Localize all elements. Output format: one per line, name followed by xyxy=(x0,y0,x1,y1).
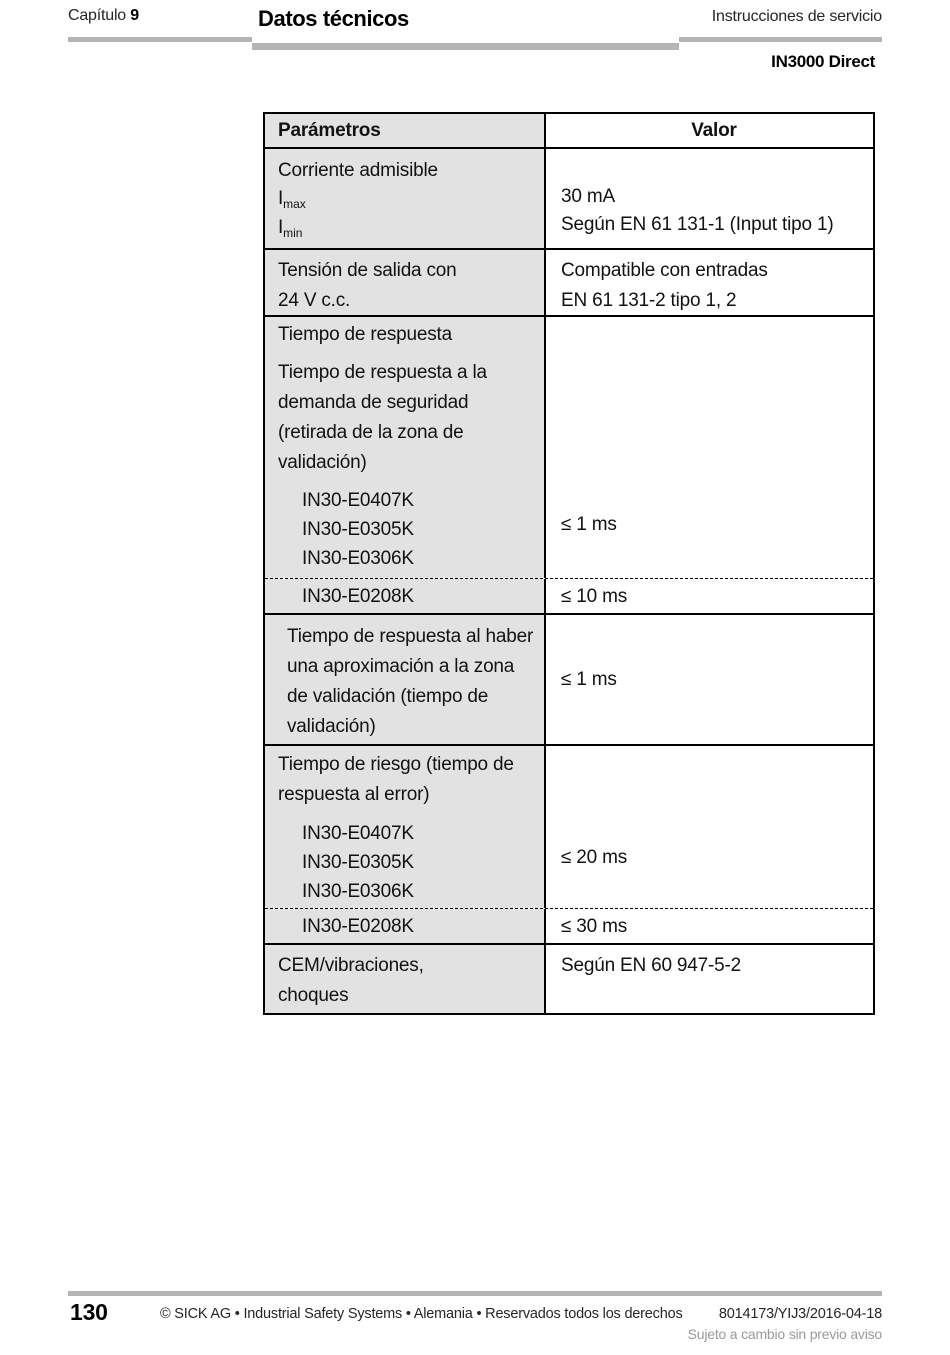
value-validacion: ≤ 1 ms xyxy=(561,668,617,690)
param-cell xyxy=(265,945,546,1013)
value-cell xyxy=(546,909,873,943)
param-cell xyxy=(265,615,546,744)
value-i-max: 30 mA xyxy=(561,186,615,207)
technical-data-table xyxy=(263,112,875,1015)
value-tension-line2: EN 61 131-2 tipo 1, 2 xyxy=(561,290,737,311)
header-rule-right xyxy=(679,37,882,42)
copyright-line: © SICK AG • Industrial Safety Systems • Alemania • Reservados todos los derechos xyxy=(160,1306,683,1322)
value-cell xyxy=(546,149,873,248)
table-subrow-e0208k-riesgo xyxy=(265,908,873,943)
param-tension-line2: 24 V c.c. xyxy=(278,290,351,311)
table-row-tiempo-riesgo xyxy=(265,744,873,908)
param-cell xyxy=(265,149,546,248)
value-respuesta-models: ≤ 1 ms xyxy=(561,514,617,535)
model-item: IN30-E0407K xyxy=(302,823,414,844)
table-subrow-e0208k-respuesta xyxy=(265,578,873,613)
i-max-subscript: max xyxy=(283,197,306,211)
table-row-tension-salida xyxy=(265,248,873,315)
table-row-cem xyxy=(265,943,873,1013)
manual-type-label: Instrucciones de servicio xyxy=(711,8,882,25)
model-item: IN30-E0208K xyxy=(302,586,414,607)
value-cell xyxy=(546,250,873,315)
table-row-tiempo-respuesta xyxy=(265,315,873,578)
param-i-max xyxy=(278,185,538,214)
table-row-corriente-admisible xyxy=(265,147,873,248)
param-cell xyxy=(265,909,546,943)
param-cem-line1: CEM/vibraciones, xyxy=(278,955,424,976)
change-notice: Sujeto a cambio sin previo aviso xyxy=(687,1326,882,1342)
header-rule-title xyxy=(252,43,679,50)
param-respuesta-title: Tiempo de respuesta xyxy=(278,324,452,345)
column-header-valor: Valor xyxy=(691,119,737,141)
param-cell xyxy=(265,250,546,315)
param-corriente-title: Corriente admisible xyxy=(278,160,438,181)
chapter-number: 9 xyxy=(130,7,139,24)
value-cem: Según EN 60 947-5-2 xyxy=(561,955,741,976)
column-header-parametros: Parámetros xyxy=(265,114,546,147)
value-cell xyxy=(546,746,873,908)
model-item: IN30-E0305K xyxy=(302,519,414,540)
value-e0208k-respuesta: ≤ 10 ms xyxy=(561,586,628,607)
product-name: IN3000 Direct xyxy=(771,52,875,71)
model-item: IN30-E0305K xyxy=(302,852,414,873)
param-respuesta-desc: Tiempo de respuesta a la demanda de seguridad (retirada de la zona de validación) xyxy=(278,362,487,473)
param-riesgo-desc: Tiempo de riesgo (tiempo de respuesta al error) xyxy=(278,754,514,805)
document-id: 8014173/YIJ3/2016-04-18 xyxy=(718,1306,882,1322)
footer-rule xyxy=(68,1291,882,1296)
value-e0208k-riesgo: ≤ 30 ms xyxy=(561,916,628,937)
page-number: 130 xyxy=(70,1299,108,1325)
param-i-min xyxy=(278,214,538,243)
param-cem-line2: choques xyxy=(278,985,349,1006)
page-title: Datos técnicos xyxy=(258,6,409,31)
value-cell xyxy=(546,579,873,613)
i-min-base: I xyxy=(278,217,284,238)
value-riesgo-models: ≤ 20 ms xyxy=(561,847,628,868)
header-rule-left xyxy=(68,37,252,42)
model-item: IN30-E0208K xyxy=(302,916,414,937)
model-item: IN30-E0306K xyxy=(302,881,414,902)
i-max-base: I xyxy=(278,188,284,209)
i-min-subscript: min xyxy=(283,226,303,240)
value-i-min: Según EN 61 131-1 (Input tipo 1) xyxy=(561,214,834,235)
value-tension-line1: Compatible con entradas xyxy=(561,260,768,281)
param-tension-line1: Tensión de salida con xyxy=(278,260,457,281)
chapter-label xyxy=(68,7,139,25)
model-list xyxy=(302,819,538,906)
model-item: IN30-E0407K xyxy=(302,490,414,511)
param-validacion-desc: Tiempo de respuesta al haber una aproximación a la zona de validación (tiempo de validación) xyxy=(287,626,534,737)
chapter-word: Capítulo xyxy=(68,7,126,24)
param-cell xyxy=(265,746,546,908)
value-cell xyxy=(546,945,873,1013)
value-cell xyxy=(546,317,873,578)
param-cell xyxy=(265,579,546,613)
value-cell xyxy=(546,615,873,744)
model-list xyxy=(302,486,538,573)
model-item: IN30-E0306K xyxy=(302,548,414,569)
table-row-tiempo-validacion xyxy=(265,613,873,744)
param-cell xyxy=(265,317,546,578)
table-header-row xyxy=(265,114,873,147)
